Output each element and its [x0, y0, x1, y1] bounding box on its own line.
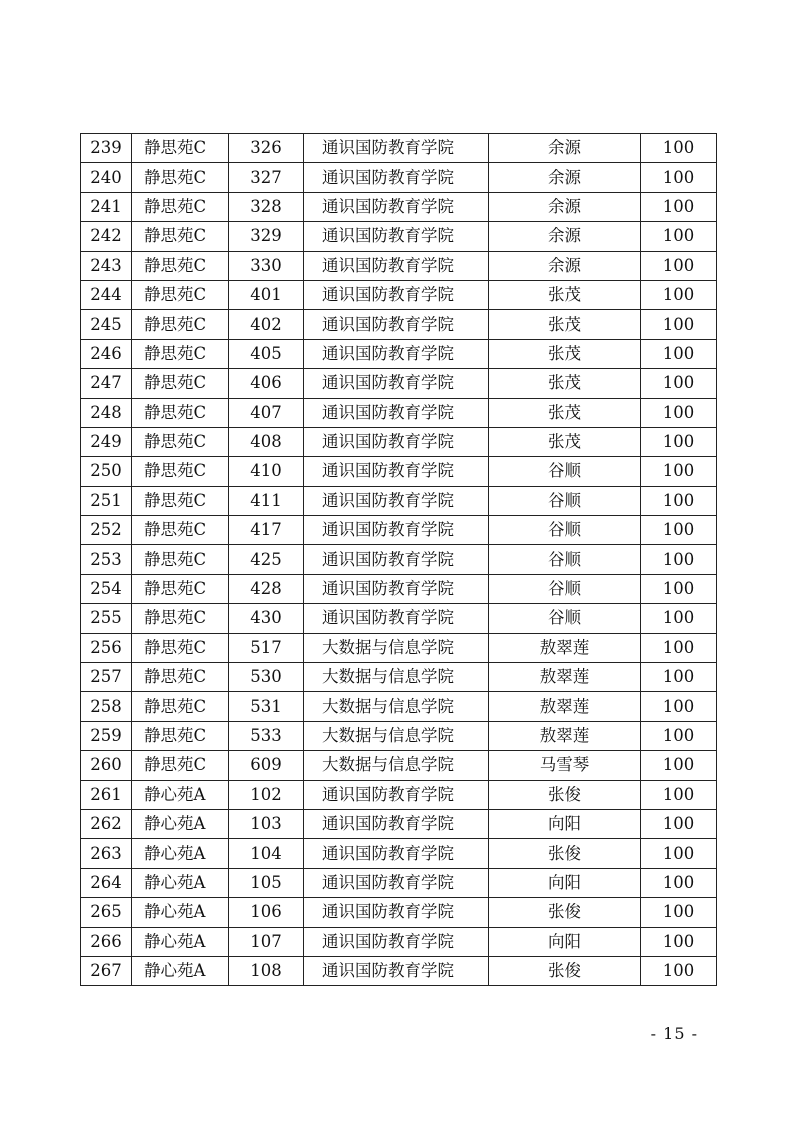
row-number-cell: 247	[81, 369, 132, 398]
score-cell: 100	[641, 633, 717, 662]
row-number-cell: 257	[81, 663, 132, 692]
college-cell: 通识国防教育学院	[304, 398, 489, 427]
building-cell: 静心苑A	[132, 868, 229, 897]
room-number-cell: 405	[229, 339, 304, 368]
row-number-cell: 239	[81, 134, 132, 163]
building-cell: 静思苑C	[132, 339, 229, 368]
room-number-cell: 430	[229, 604, 304, 633]
row-number-cell: 248	[81, 398, 132, 427]
college-cell: 大数据与信息学院	[304, 721, 489, 750]
building-cell: 静思苑C	[132, 574, 229, 603]
row-number-cell: 258	[81, 692, 132, 721]
college-cell: 通识国防教育学院	[304, 956, 489, 985]
score-cell: 100	[641, 663, 717, 692]
inspector-name-cell: 张俊	[489, 839, 641, 868]
college-cell: 通识国防教育学院	[304, 486, 489, 515]
row-number-cell: 240	[81, 163, 132, 192]
room-number-cell: 104	[229, 839, 304, 868]
room-number-cell: 428	[229, 574, 304, 603]
score-cell: 100	[641, 398, 717, 427]
table-row	[81, 868, 717, 897]
college-cell: 通识国防教育学院	[304, 780, 489, 809]
table-body	[81, 134, 717, 986]
college-cell: 通识国防教育学院	[304, 868, 489, 897]
inspector-name-cell: 余源	[489, 222, 641, 251]
row-number-cell: 255	[81, 604, 132, 633]
college-cell: 大数据与信息学院	[304, 633, 489, 662]
score-cell: 100	[641, 516, 717, 545]
row-number-cell: 260	[81, 751, 132, 780]
score-cell: 100	[641, 134, 717, 163]
building-cell: 静心苑A	[132, 927, 229, 956]
building-cell: 静思苑C	[132, 251, 229, 280]
college-cell: 通识国防教育学院	[304, 134, 489, 163]
table-row	[81, 134, 717, 163]
building-cell: 静心苑A	[132, 809, 229, 838]
score-cell: 100	[641, 427, 717, 456]
inspector-name-cell: 余源	[489, 192, 641, 221]
room-number-cell: 108	[229, 956, 304, 985]
inspector-name-cell: 谷顺	[489, 516, 641, 545]
college-cell: 通识国防教育学院	[304, 545, 489, 574]
building-cell: 静思苑C	[132, 280, 229, 309]
table-row	[81, 369, 717, 398]
room-number-cell: 330	[229, 251, 304, 280]
score-cell: 100	[641, 310, 717, 339]
table-row	[81, 398, 717, 427]
college-cell: 通识国防教育学院	[304, 898, 489, 927]
table-row	[81, 751, 717, 780]
college-cell: 通识国防教育学院	[304, 927, 489, 956]
building-cell: 静思苑C	[132, 545, 229, 574]
building-cell: 静心苑A	[132, 898, 229, 927]
inspector-name-cell: 谷顺	[489, 574, 641, 603]
building-cell: 静思苑C	[132, 663, 229, 692]
score-cell: 100	[641, 898, 717, 927]
inspector-name-cell: 敖翠莲	[489, 663, 641, 692]
table-row	[81, 339, 717, 368]
table-row	[81, 956, 717, 985]
inspector-name-cell: 张茂	[489, 427, 641, 456]
row-number-cell: 244	[81, 280, 132, 309]
college-cell: 通识国防教育学院	[304, 604, 489, 633]
score-cell: 100	[641, 163, 717, 192]
college-cell: 大数据与信息学院	[304, 663, 489, 692]
row-number-cell: 245	[81, 310, 132, 339]
table-row	[81, 516, 717, 545]
table-row	[81, 839, 717, 868]
row-number-cell: 261	[81, 780, 132, 809]
inspector-name-cell: 张茂	[489, 310, 641, 339]
room-number-cell: 417	[229, 516, 304, 545]
building-cell: 静思苑C	[132, 457, 229, 486]
row-number-cell: 254	[81, 574, 132, 603]
building-cell: 静思苑C	[132, 163, 229, 192]
building-cell: 静思苑C	[132, 516, 229, 545]
college-cell: 大数据与信息学院	[304, 751, 489, 780]
college-cell: 通识国防教育学院	[304, 457, 489, 486]
row-number-cell: 267	[81, 956, 132, 985]
room-number-cell: 517	[229, 633, 304, 662]
room-number-cell: 530	[229, 663, 304, 692]
inspector-name-cell: 谷顺	[489, 457, 641, 486]
row-number-cell: 250	[81, 457, 132, 486]
score-cell: 100	[641, 280, 717, 309]
college-cell: 通识国防教育学院	[304, 516, 489, 545]
room-number-cell: 533	[229, 721, 304, 750]
score-cell: 100	[641, 751, 717, 780]
room-number-cell: 103	[229, 809, 304, 838]
inspector-name-cell: 敖翠莲	[489, 721, 641, 750]
inspector-name-cell: 马雪琴	[489, 751, 641, 780]
table-row	[81, 898, 717, 927]
room-number-cell: 410	[229, 457, 304, 486]
table-row	[81, 927, 717, 956]
room-number-cell: 425	[229, 545, 304, 574]
table-row	[81, 604, 717, 633]
score-cell: 100	[641, 192, 717, 221]
row-number-cell: 266	[81, 927, 132, 956]
row-number-cell: 262	[81, 809, 132, 838]
score-cell: 100	[641, 956, 717, 985]
score-cell: 100	[641, 457, 717, 486]
building-cell: 静心苑A	[132, 956, 229, 985]
college-cell: 通识国防教育学院	[304, 809, 489, 838]
score-cell: 100	[641, 809, 717, 838]
row-number-cell: 243	[81, 251, 132, 280]
score-cell: 100	[641, 721, 717, 750]
building-cell: 静心苑A	[132, 839, 229, 868]
score-cell: 100	[641, 574, 717, 603]
score-cell: 100	[641, 692, 717, 721]
row-number-cell: 259	[81, 721, 132, 750]
building-cell: 静思苑C	[132, 427, 229, 456]
room-number-cell: 105	[229, 868, 304, 897]
inspector-name-cell: 向阳	[489, 927, 641, 956]
inspector-name-cell: 敖翠莲	[489, 692, 641, 721]
row-number-cell: 249	[81, 427, 132, 456]
score-cell: 100	[641, 604, 717, 633]
inspector-name-cell: 敖翠莲	[489, 633, 641, 662]
inspector-name-cell: 余源	[489, 163, 641, 192]
college-cell: 通识国防教育学院	[304, 251, 489, 280]
college-cell: 大数据与信息学院	[304, 692, 489, 721]
table-row	[81, 780, 717, 809]
inspector-name-cell: 向阳	[489, 868, 641, 897]
table-row	[81, 545, 717, 574]
inspector-name-cell: 谷顺	[489, 486, 641, 515]
building-cell: 静思苑C	[132, 310, 229, 339]
table-row	[81, 692, 717, 721]
score-cell: 100	[641, 868, 717, 897]
room-number-cell: 402	[229, 310, 304, 339]
room-number-cell: 408	[229, 427, 304, 456]
row-number-cell: 256	[81, 633, 132, 662]
inspector-name-cell: 张俊	[489, 780, 641, 809]
college-cell: 通识国防教育学院	[304, 574, 489, 603]
building-cell: 静思苑C	[132, 721, 229, 750]
inspector-name-cell: 张茂	[489, 339, 641, 368]
inspector-name-cell: 谷顺	[489, 604, 641, 633]
row-number-cell: 253	[81, 545, 132, 574]
score-cell: 100	[641, 839, 717, 868]
room-number-cell: 329	[229, 222, 304, 251]
building-cell: 静思苑C	[132, 751, 229, 780]
building-cell: 静心苑A	[132, 780, 229, 809]
row-number-cell: 252	[81, 516, 132, 545]
table-row	[81, 486, 717, 515]
building-cell: 静思苑C	[132, 486, 229, 515]
building-cell: 静思苑C	[132, 134, 229, 163]
room-number-cell: 106	[229, 898, 304, 927]
college-cell: 通识国防教育学院	[304, 222, 489, 251]
table-row	[81, 457, 717, 486]
college-cell: 通识国防教育学院	[304, 192, 489, 221]
table-row	[81, 251, 717, 280]
score-cell: 100	[641, 780, 717, 809]
row-number-cell: 241	[81, 192, 132, 221]
table-row	[81, 163, 717, 192]
college-cell: 通识国防教育学院	[304, 369, 489, 398]
inspector-name-cell: 余源	[489, 134, 641, 163]
building-cell: 静思苑C	[132, 604, 229, 633]
score-cell: 100	[641, 545, 717, 574]
row-number-cell: 263	[81, 839, 132, 868]
room-number-cell: 107	[229, 927, 304, 956]
row-number-cell: 246	[81, 339, 132, 368]
college-cell: 通识国防教育学院	[304, 839, 489, 868]
room-number-cell: 102	[229, 780, 304, 809]
room-number-cell: 407	[229, 398, 304, 427]
table-row	[81, 633, 717, 662]
row-number-cell: 265	[81, 898, 132, 927]
college-cell: 通识国防教育学院	[304, 427, 489, 456]
building-cell: 静思苑C	[132, 633, 229, 662]
score-cell: 100	[641, 222, 717, 251]
inspector-name-cell: 余源	[489, 251, 641, 280]
room-number-cell: 401	[229, 280, 304, 309]
table-row	[81, 280, 717, 309]
inspector-name-cell: 张俊	[489, 956, 641, 985]
row-number-cell: 242	[81, 222, 132, 251]
row-number-cell: 264	[81, 868, 132, 897]
inspector-name-cell: 张茂	[489, 369, 641, 398]
score-cell: 100	[641, 927, 717, 956]
inspector-name-cell: 向阳	[489, 809, 641, 838]
building-cell: 静思苑C	[132, 692, 229, 721]
table-row	[81, 809, 717, 838]
page-number: - 15 -	[650, 1024, 698, 1043]
inspector-name-cell: 张俊	[489, 898, 641, 927]
room-number-cell: 531	[229, 692, 304, 721]
room-number-cell: 326	[229, 134, 304, 163]
inspector-name-cell: 张茂	[489, 280, 641, 309]
score-cell: 100	[641, 339, 717, 368]
score-cell: 100	[641, 251, 717, 280]
college-cell: 通识国防教育学院	[304, 310, 489, 339]
table-row	[81, 222, 717, 251]
table-row	[81, 721, 717, 750]
building-cell: 静思苑C	[132, 222, 229, 251]
room-number-cell: 328	[229, 192, 304, 221]
room-number-cell: 411	[229, 486, 304, 515]
table-row	[81, 574, 717, 603]
building-cell: 静思苑C	[132, 369, 229, 398]
college-cell: 通识国防教育学院	[304, 163, 489, 192]
table-row	[81, 663, 717, 692]
score-cell: 100	[641, 369, 717, 398]
room-number-cell: 327	[229, 163, 304, 192]
dormitory-score-table	[80, 133, 717, 986]
room-number-cell: 406	[229, 369, 304, 398]
table-row	[81, 427, 717, 456]
room-number-cell: 609	[229, 751, 304, 780]
inspector-name-cell: 张茂	[489, 398, 641, 427]
row-number-cell: 251	[81, 486, 132, 515]
college-cell: 通识国防教育学院	[304, 280, 489, 309]
table-row	[81, 310, 717, 339]
inspector-name-cell: 谷顺	[489, 545, 641, 574]
college-cell: 通识国防教育学院	[304, 339, 489, 368]
building-cell: 静思苑C	[132, 192, 229, 221]
score-cell: 100	[641, 486, 717, 515]
building-cell: 静思苑C	[132, 398, 229, 427]
table-row	[81, 192, 717, 221]
